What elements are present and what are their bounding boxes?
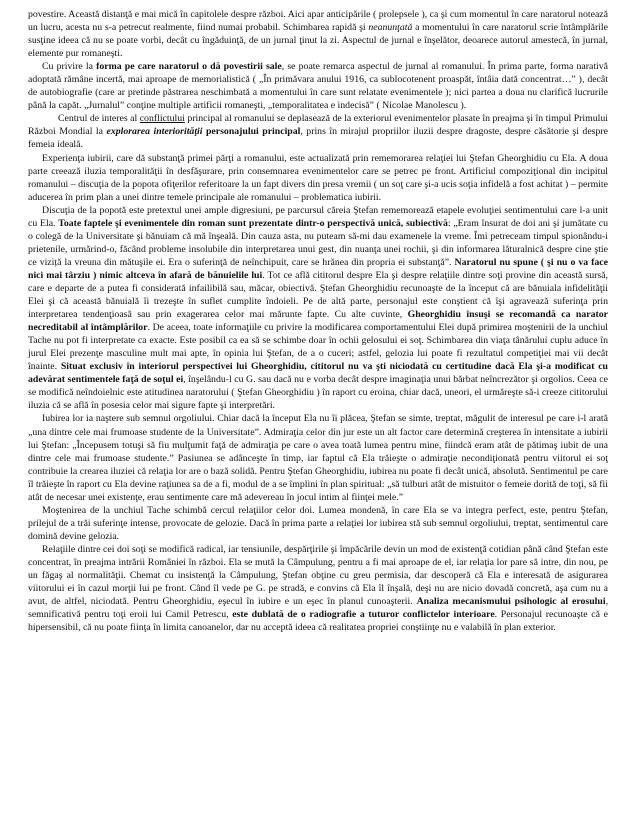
emphasized-text (96, 61, 282, 72)
emphasized-text (140, 113, 185, 124)
emphasized-text (232, 609, 494, 620)
text-run: personajului principal (205, 126, 301, 138)
text-run: , se poate remarca aspectul de jurnal al romanului. În prima parte, forma narativă adoptată rămâne incertă, mai aproape de memorialistică ( „În primăvara anului 1916, ca sublocotenent proaspăt, întâia dată concentrat…” ), decât de autobiografie (care ar pretinde păstrarea neschimbată a momentului în care sunt relatate evenimentele ); nici partea a doua nu clarifică lucrurile până la capăt. „Jurnalul” conţine multiple artificii romaneşti, „temporalitatea e indecisă” ( Nicolae Manolescu ). (28, 61, 609, 112)
text-run: Toate faptele şi evenimentele din roman sunt prezentate dintr-o perspectivă unică, subiectivă (58, 217, 448, 229)
text-run: Relaţiile dintre cei doi soţi se modifică radical, iar tensiunile, despărţirile şi împăcările devin un mod de existenţă cotidian până când Ştefan este concentrat, în preajma intrării României în război. Ela se mută la Câmpulung, pentru a fi mai aproape de el, iar relaţia lor pare să intre, din nou, pe un făgaş al normalităţii. Chemat cu insistenţă la Câmpulung, Ştefan obţine cu greu permisia, dar descoperă că Ela e interesată de asigurarea viitorului ei în cazul morţii lui pe front. Când îl vede pe G. pe stradă, e convins că Ela îl înşală, deşi nu are nicio dovadă concretă, aşa cum nu a avut, de altfel, niciodată. Pentru Gheorghidiu, eşecul în iubire e un eşec în planul cunoaşterii. (28, 543, 608, 608)
text-run: Cu privire la (42, 61, 97, 73)
text-run: . Personajul recunoaşte că e hipersensibil, că nu poate fiinţa în limita canoanelor, dar nu acceptă ideea că realitatea propriei conştiinţe nu e valabilă în plan exterior. (28, 609, 608, 634)
text-run: . De aceea, toate informaţiile cu privire la modificarea comportamentului Elei după primirea moştenirii de la unchiul Tache nu pot fi interpretate ca exacte. Este posibil ca ea să se schimbe doar în ochii gelosului ei soţ. Schimbarea din viaţa tânărului cuplu aduce în jurul Elei prezenţe masculine mult mai apte, în opinia lui Ştefan, de a o cuceri; astfel, gelozia lui poate fi rezultatul competiţiei mai vii decât înainte. (28, 322, 608, 373)
text-run: conflictului (139, 113, 185, 125)
text-run: a momentului în care naratorul scrie întâmplările susţine ideea că nu se poate vorbi, decât cu îngăduinţă, de un jurnal ţinut la zi. Aspectul de jurnal e înşelător, deoarece autorul amestecă, în jurnal, elemente pur romaneşti. (28, 22, 608, 60)
text-run: este dublată de o radiografie a tuturor conflictelor interioare (232, 609, 495, 621)
paragraph-2 (28, 60, 608, 112)
text-run: Centrul de interes al (58, 113, 140, 125)
emphasized-text (417, 596, 606, 607)
emphasized-text (206, 126, 300, 137)
paragraph-3 (28, 112, 608, 151)
text-run: Discuţia de la popotă este pretextul unei ample digresiuni, pe parcursul căreia Ştefan rememorează etapele evoluţiei sentimentului care l-a unit cu Ela. (28, 204, 608, 229)
text-run: Naratorul nu spune ( şi nu o va face nici mai târziu ) nimic altceva în afară de bănuielile lui (28, 256, 608, 281)
paragraph-1 (28, 8, 608, 60)
text-run: , înşelându-l cu G. sau dacă nu e vorba decât despre imaginaţia unui bărbat neîncrezător şi orgolios. Ceea ce se modifică neîndoielnic este atitudinea naratorului ( Ştefan Gheorghidiu ) în raport cu eroina, chiar dacă, uneori, el urmăreşte să-i creeze cititorului iluzia că se află în posesia celor mai sigure fapte şi interpretări. (28, 374, 608, 412)
text-run: Iubirea lor ia naştere sub semnul orgoliului. Chiar dacă la început Ela nu îi plăcea, Ştefan se simte, treptat, măgulit de interesul pe care i-l arată „una dintre cele mai frumoase studente de la Universitate”. Admiraţia celor din jur este un alt factor care determină creşterea în intensitate a iubirii lui Ştefan: „Începusem totuşi să fiu mulţumit faţă de admiraţia pe care o avea toată lumea pentru mine, fiindcă eram atât de pătimaş iubit de una dintre cele mai frumoase studente.” Pasiunea se adânceşte în timp, iar faptul că Ela trăieşte o admiraţie necondiţionată pentru viitorul ei soţ contribuie la crearea iluziei că relaţia lor are o bază solidă. Pentru Ştefan Gheorghidiu, iubirea nu poate fi decât unică, absolută. Sentimentul pe care îl trăieşte în raport cu Ela devine raţiunea sa de a fi, modul de a se împlini în plan spiritual: „să tulburi atât de mistuitor o femeie dorită de toţi, să fii atât de necesar unei existenţe, erau sentimente care mă adevereau în jocul intim al fiinţei mele.” (28, 413, 608, 503)
text-run: Experienţa iubirii, care dă substanţă primei părţi a romanului, este actualizată prin rememorarea relaţiei lui Ştefan Gheorghidiu cu Ela. A doua parte creează iluzia temporalităţii în desfăşurare, prin consemnarea evenimentelor care se petrec pe front. Artificiul compoziţional din incipitul romanului – discuţia de la popota ofiţerilor referitoare la un fapt divers din presa vremii ( un soţ care şi-a ucis soţia infidelă a fost achitat ) – permite aducerea în prim plan a unei dintre temele principale ale romanului – problematica iubirii. (28, 152, 608, 203)
text-run: Analiza mecanismului psihologic al erosului (416, 596, 606, 608)
text-run: . Tot ce află cititorul despre Ela şi despre relaţiile dintre soţi provine din această sursă, care e departe de a putea fi considerată infailibilă sau, măcar, obiectivă. Ştefan Gheorghidiu recunoaşte de la început că are bănuiala infidelităţii Elei şi că această bănuială îi trezeşte în suflet cumplite îndoieli. Pe de altă parte, personajul este conştient că îşi agravează suferinţa prin interpretarea tendenţioasă sau prin exagerarea celor mai mărunte fapte. Cu alte cuvinte, (28, 269, 608, 321)
text-run: explorarea interiorităţii (106, 126, 203, 138)
paragraph-4 (28, 152, 608, 204)
text-run: forma pe care naratorul o dă povestirii sale (96, 61, 282, 73)
text-run: : „Eram însurat de doi ani şi jumătate cu o colegă de la Universitate şi bănuiam că mă înşeală. Din cauza asta, nu puteam să-mi dau examenele la vreme. Îmi petreceam timpul spionându-i prietenile, urmărind-o, făcând probleme insolubile din interpretarea unui gest, din nuanţa unei rochii, şi din informarea lăturalnică despre cine ştie ce viziță la vreuna din mătuşile ei. Era o suferinţă de neînchipuit, care se hrănea din propria ei substanţă”. (28, 217, 608, 268)
emphasized-text (58, 218, 448, 229)
paragraph-8 (28, 543, 608, 634)
text-run: povestire. Această distanţă e mai mică în capitolele despre război. Aici apar anticipările ( prolepsele ), ca şi cum momentul în care naratorul notează un lucru, acesta nu s-a petrecut realmente, fiind numai probabil. Schimbarea rapidă şi (28, 9, 608, 34)
paragraph-7 (28, 504, 608, 543)
text-run: Situat exclusiv în interiorul perspectivei lui Gheorghidiu, cititorul nu va şti niciodată cu certitudine dacă Ela şi-a modificat cu adevărat sentimentele faţă de soţul ei (28, 361, 608, 386)
emphasized-text (368, 22, 412, 33)
document-body (28, 8, 608, 634)
text-run: , prins în mirajul propriilor iluzii despre dragoste, despre căsătorie şi despre femeia ideală. (28, 126, 608, 151)
text-run: Gheorghidiu însuşi se recomandă ca narator necreditabil al întâmplărilor (28, 309, 608, 334)
emphasized-text (106, 126, 202, 137)
text-run: Moştenirea de la unchiul Tache schimbă cercul relaţiilor celor doi. Lumea mondenă, în care Ela se va integra perfect, este, pentru Ştefan, prilejul de a trăi suferinţe intense, provocate de gelozie. Dacă în prima parte a relaţiei lor iubirea stă sub semnul orgoliului, treptat, sentimentul care domină devine gelozia. (28, 504, 608, 542)
text-run: neanunţată (368, 22, 413, 34)
paragraph-5 (28, 204, 608, 413)
text-run: principal al romanului se deplasează de la exteriorul evenimentelor plasate în preajma şi în timpul Primului Război Mondial la (28, 113, 608, 138)
text-run: , semnificativă pentru toţi eroii lui Camil Petrescu, (28, 596, 609, 621)
paragraph-6 (28, 412, 608, 503)
